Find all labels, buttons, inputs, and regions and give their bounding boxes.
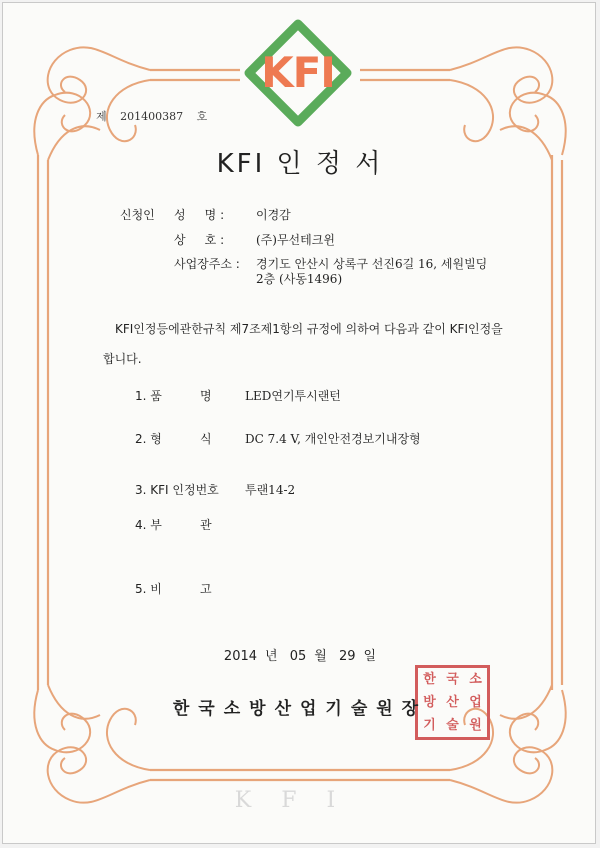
cert-number-prefix: 제 [96,110,107,123]
item-value-type: DC 7.4 V, 개인안전경보기내장형 [245,432,421,446]
seal-char: 국 [446,671,459,687]
certificate-number [96,108,217,124]
date-year: 2014 [223,649,258,664]
issue-date [0,645,600,664]
kfi-watermark: KFI [234,788,366,813]
certificate-title: KFI 인 정 서 [216,149,384,179]
address-line-1: 경기도 안산시 상록구 선진6길 16, 세원빌딩 [256,257,488,271]
seal-char: 원 [469,717,482,733]
item-label-product: 1. 품 명 [135,389,212,403]
statement-line-1: KFI인정등에관한규칙 제7조제1항의 규정에 의하여 다음과 같이 KFI인정을 [115,322,503,336]
company-label: 상 호 : [174,233,225,247]
date-year-unit: 년 [265,649,278,664]
item-label-type: 2. 형 식 [135,432,212,446]
date-month-unit: 월 [314,649,327,664]
kfi-logo-text: KFI [261,48,335,97]
address-line-2: 2층 (사동1496) [256,272,343,286]
item-label-approval-number: 3. KFI 인정번호 [135,483,219,497]
cert-number-value: 201400387 [120,110,184,123]
name-value: 이경감 [256,208,291,222]
date-day-unit: 일 [363,649,377,664]
seal-char: 업 [469,694,482,710]
seal-char: 기 [423,717,436,733]
item-label-remarks: 5. 비 고 [135,582,212,596]
issuer-name: 한국소방산업기술원장 [172,699,428,719]
statement-line-2: 합니다. [103,352,142,366]
cert-number-suffix: 호 [196,110,208,123]
item-value-product: LED연기투시랜턴 [245,389,341,403]
seal-char: 한 [423,671,436,687]
seal-char: 소 [469,671,482,687]
date-day: 29 [338,649,356,664]
item-value-approval-number: 투랜14-2 [245,483,296,497]
applicant-section-label: 신청인 [120,208,155,222]
item-label-appendix: 4. 부 관 [135,518,212,532]
date-month: 05 [289,649,307,664]
address-label: 사업장주소 : [174,257,240,271]
seal-char: 방 [423,694,436,710]
seal-char: 산 [446,694,459,710]
company-value: (주)무선테크윈 [256,233,335,247]
seal-char: 술 [446,717,459,733]
name-label: 성 명 : [174,208,225,222]
